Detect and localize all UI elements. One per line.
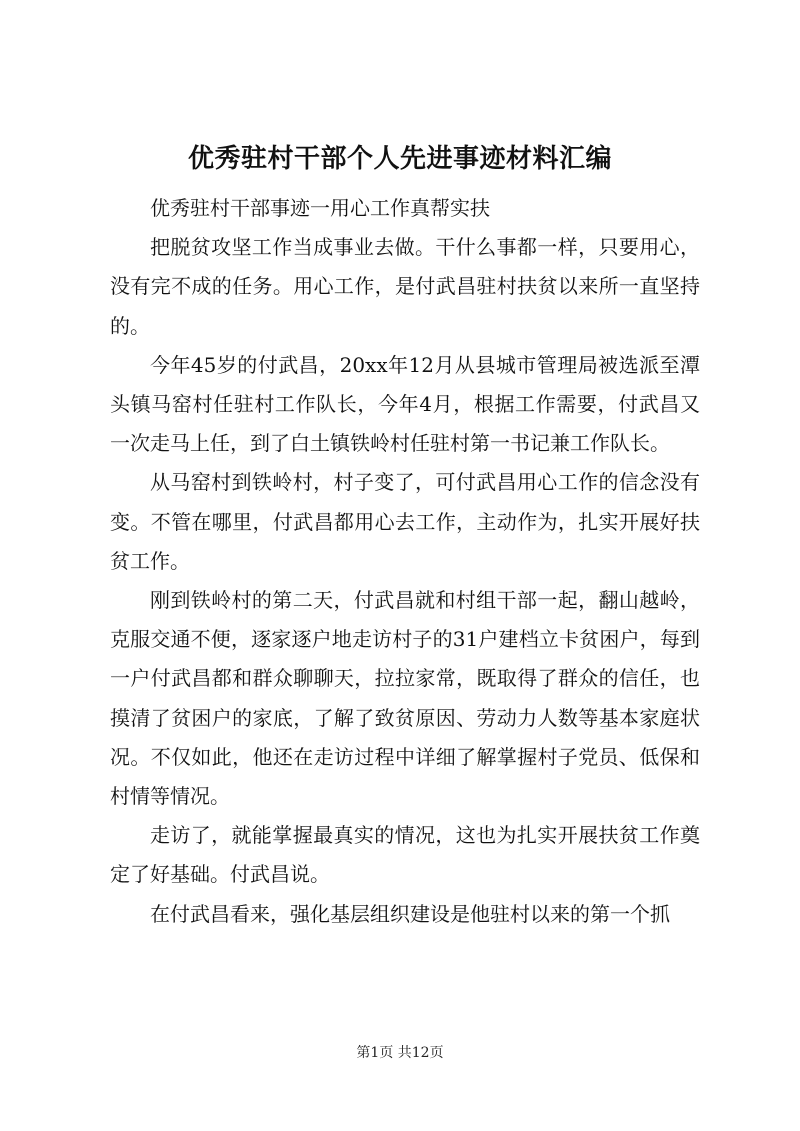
subtitle-paragraph: 优秀驻村干部事迹一用心工作真帮实扶: [150, 196, 490, 220]
document-body: [110, 189, 700, 934]
body-paragraph: 把脱贫攻坚工作当成事业去做。干什么事都一样，只要用心，没有完不成的任务。用心工作，是付武昌驻村扶贫以来所一直坚持的。: [110, 235, 700, 338]
body-paragraph: 刚到铁岭村的第二天，付武昌就和村组干部一起，翻山越岭，克服交通不便，逐家逐户地走访村子的31户建档立卡贫困户，每到一户付武昌都和群众聊聊天，拉拉家常，既取得了群众的信任，也摸清了贫困户的家底，了解了致贫原因、劳动力人数等基本家庭状况。不仅如此，他还在走访过程中详细了解掌握村子党员、低保和村情等情况。: [110, 588, 700, 809]
body-paragraph: 走访了，就能掌握最真实的情况，这也为扎实开展扶贫工作奠定了好基础。付武昌说。: [110, 823, 700, 887]
document-title: 优秀驻村干部个人先进事迹材料汇编: [187, 144, 612, 174]
body-paragraph: 在付武昌看来，强化基层组织建设是他驻村以来的第一个抓: [150, 901, 670, 926]
page-number-footer: 第1页 共12页: [356, 1045, 444, 1061]
body-paragraph: 从马窑村到铁岭村，村子变了，可付武昌用心工作的信念没有变。不管在哪里，付武昌都用心去工作，主动作为，扎实开展好扶贫工作。: [110, 470, 700, 573]
body-paragraph: 今年45岁的付武昌，20xx年12月从县城市管理局被选派至潭头镇马窑村任驻村工作队长，今年4月，根据工作需要，付武昌又一次走马上任，到了白土镇铁岭村任驻村第一书记兼工作队长。: [110, 352, 700, 456]
